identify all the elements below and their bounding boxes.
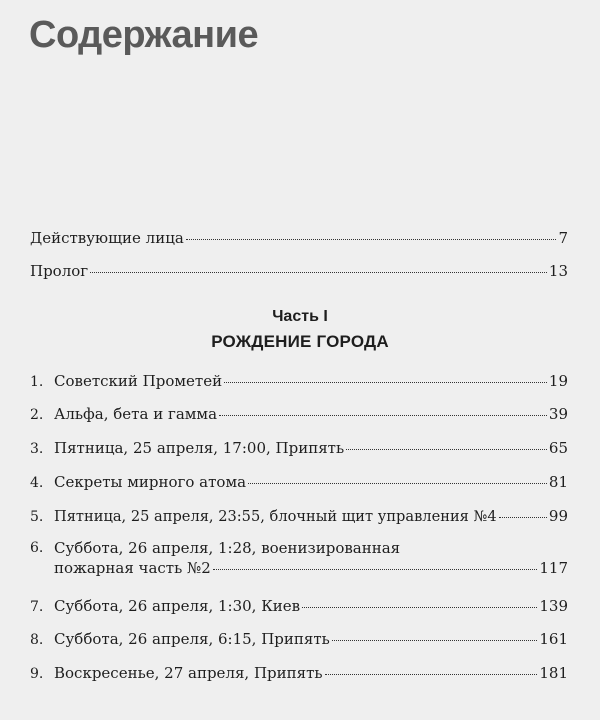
chapter-title: Секреты мирного атома — [54, 473, 247, 491]
dot-leader — [224, 382, 547, 383]
toc-chapter-7[interactable] — [30, 597, 568, 616]
toc-chapter-8[interactable] — [30, 630, 568, 649]
toc-chapter-2[interactable] — [30, 405, 568, 424]
toc-chapter-9[interactable] — [30, 664, 568, 683]
chapter-title-line1: Суббота, 26 апреля, 1:28, военизированная — [54, 539, 401, 557]
dot-leader — [186, 239, 557, 240]
chapter-number: 6. — [30, 540, 44, 556]
dot-leader — [302, 607, 537, 608]
toc-chapter-5[interactable] — [30, 507, 568, 526]
chapter-title: Советский Прометей — [54, 372, 223, 390]
toc-entry-prologue[interactable] — [30, 262, 568, 280]
chapter-page: 99 — [548, 507, 568, 525]
part-title: РОЖДЕНИЕ ГОРОДА — [211, 332, 389, 351]
chapter-title-line2: пожарная часть №2 — [54, 559, 211, 577]
toc-entry-title: Действующие лица — [30, 229, 184, 247]
toc-chapter-1[interactable] — [30, 372, 568, 391]
toc-chapter-6[interactable] — [30, 537, 568, 577]
dot-leader — [346, 449, 547, 450]
chapter-page: 181 — [539, 664, 568, 682]
dot-leader — [332, 640, 538, 641]
chapter-title: Суббота, 26 апреля, 1:30, Киев — [54, 597, 301, 615]
toc-chapter-3[interactable] — [30, 439, 568, 458]
chapter-number: 2. — [30, 407, 44, 423]
chapter-page: 39 — [548, 405, 568, 423]
chapter-page: 81 — [548, 473, 568, 491]
chapter-number: 9. — [30, 666, 44, 682]
dot-leader — [90, 272, 547, 273]
toc-entry-dramatis-personae[interactable] — [30, 229, 568, 247]
page-title: Содержание — [29, 14, 259, 56]
chapter-page: 161 — [539, 630, 568, 648]
toc-chapter-4[interactable] — [30, 473, 568, 492]
chapter-title: Воскресенье, 27 апреля, Припять — [54, 664, 323, 682]
chapter-title: Суббота, 26 апреля, 6:15, Припять — [54, 630, 330, 648]
dot-leader — [219, 415, 547, 416]
dot-leader — [325, 674, 538, 675]
chapter-number: 8. — [30, 632, 44, 648]
chapter-number: 5. — [30, 509, 44, 525]
chapter-page: 65 — [548, 439, 568, 457]
chapter-page: 19 — [548, 372, 568, 390]
chapter-title: Пятница, 25 апреля, 23:55, блочный щит управления №4 — [54, 508, 497, 525]
part-label: Часть I — [272, 308, 328, 325]
dot-leader — [248, 483, 547, 484]
chapter-page: 117 — [539, 559, 568, 577]
toc-entry-title: Пролог — [30, 262, 89, 280]
toc-entry-page: 13 — [548, 262, 568, 280]
chapter-number: 7. — [30, 599, 44, 615]
chapter-number: 4. — [30, 475, 44, 491]
chapter-title: Альфа, бета и гамма — [54, 405, 218, 423]
dot-leader — [499, 517, 547, 518]
dot-leader — [213, 569, 538, 570]
chapter-page: 139 — [539, 597, 568, 615]
chapter-title: Пятница, 25 апреля, 17:00, Припять — [54, 439, 345, 457]
chapter-number: 3. — [30, 441, 44, 457]
toc-entry-page: 7 — [558, 229, 568, 247]
chapter-number: 1. — [30, 374, 44, 390]
